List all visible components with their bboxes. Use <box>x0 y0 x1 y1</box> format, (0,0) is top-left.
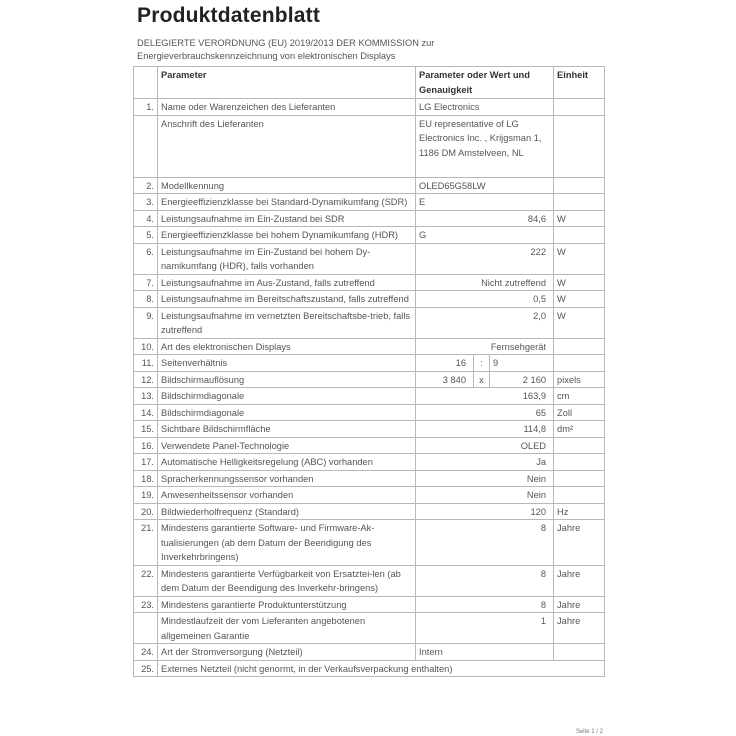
row-value-a: 16 <box>416 355 474 372</box>
table-row <box>134 660 605 677</box>
row-unit: Jahre <box>554 520 605 566</box>
row-number: 18. <box>134 470 158 487</box>
datasheet-page <box>133 0 605 736</box>
row-number: 20. <box>134 503 158 520</box>
row-number: 4. <box>134 210 158 227</box>
row-value: 120 <box>416 503 554 520</box>
row-parameter: Mindestens garantierte Produktunterstützung <box>158 596 416 613</box>
row-value-separator: x <box>474 371 490 388</box>
row-value: G <box>416 227 554 244</box>
row-value: 1 <box>416 613 554 644</box>
row-parameter: Leistungsaufnahme im Aus-Zustand, falls zutreffend <box>158 274 416 291</box>
row-unit <box>554 487 605 504</box>
regulation-line-2: Energieverbrauchskennzeichnung von elektronischen Displays <box>137 50 396 61</box>
row-parameter: Leistungsaufnahme im vernetzten Bereitschaftsbe-trieb, falls zutreffend <box>158 307 416 338</box>
row-number <box>134 613 158 644</box>
row-value: Nein <box>416 470 554 487</box>
table-row <box>134 596 605 613</box>
row-unit: dm² <box>554 421 605 438</box>
row-unit: W <box>554 307 605 338</box>
table-row <box>134 470 605 487</box>
table-row <box>134 421 605 438</box>
row-parameter: Verwendete Panel-Technologie <box>158 437 416 454</box>
table-row <box>134 404 605 421</box>
row-parameter: Bildschirmauflösung <box>158 371 416 388</box>
row-parameter: Art der Stromversorgung (Netzteil) <box>158 644 416 661</box>
row-number: 12. <box>134 371 158 388</box>
table-row <box>134 291 605 308</box>
row-unit <box>554 99 605 116</box>
table-row <box>134 454 605 471</box>
table-row <box>134 274 605 291</box>
row-number: 15. <box>134 421 158 438</box>
header-unit: Einheit <box>554 67 605 99</box>
row-parameter: Mindestens garantierte Software- und Firmware-Ak-tualisierungen (ab dem Datum der Beendigung des Inverkehrbringens) <box>158 520 416 566</box>
row-number: 3. <box>134 194 158 211</box>
table-row <box>134 644 605 661</box>
row-value: Fernsehgerät <box>416 338 554 355</box>
row-value: 8 <box>416 520 554 566</box>
row-parameter: Bildschirmdiagonale <box>158 404 416 421</box>
row-value-b: 2 160 <box>490 371 554 388</box>
row-number: 19. <box>134 487 158 504</box>
row-parameter: Modellkennung <box>158 177 416 194</box>
row-unit: Jahre <box>554 596 605 613</box>
row-unit <box>554 644 605 661</box>
table-row <box>134 388 605 405</box>
table-row <box>134 371 605 388</box>
row-number: 9. <box>134 307 158 338</box>
table-row <box>134 503 605 520</box>
row-parameter: Energieeffizienzklasse bei hohem Dynamikumfang (HDR) <box>158 227 416 244</box>
row-parameter: Mindestens garantierte Verfügbarkeit von Ersatztei-len (ab dem Datum der Beendigung des Inverkehr-bringens) <box>158 565 416 596</box>
row-number: 14. <box>134 404 158 421</box>
row-number: 5. <box>134 227 158 244</box>
row-value: Nicht zutreffend <box>416 274 554 291</box>
table-row <box>134 227 605 244</box>
row-value: Intern <box>416 644 554 661</box>
table-row <box>134 355 605 372</box>
row-unit: W <box>554 243 605 274</box>
row-parameter: Leistungsaufnahme im Bereitschaftszustand, falls zutreffend <box>158 291 416 308</box>
table-row <box>134 338 605 355</box>
row-value-b: 9 <box>490 355 554 372</box>
table-row <box>134 115 605 177</box>
row-parameter: Anwesenheitssensor vorhanden <box>158 487 416 504</box>
row-unit: Jahre <box>554 565 605 596</box>
row-value: 222 <box>416 243 554 274</box>
page-number: Seite 1 / 2 <box>575 729 603 735</box>
table-row <box>134 99 605 116</box>
row-value: LG Electronics <box>416 99 554 116</box>
row-value: 84,6 <box>416 210 554 227</box>
row-number: 6. <box>134 243 158 274</box>
row-number: 13. <box>134 388 158 405</box>
row-value: 2,0 <box>416 307 554 338</box>
row-number: 8. <box>134 291 158 308</box>
row-parameter: Externes Netzteil (nicht genormt, in der Verkaufsverpackung enthalten) <box>158 660 605 677</box>
row-unit <box>554 177 605 194</box>
table-row <box>134 307 605 338</box>
row-unit <box>554 194 605 211</box>
row-unit: pixels <box>554 371 605 388</box>
row-value: 65 <box>416 404 554 421</box>
row-unit: Hz <box>554 503 605 520</box>
row-number: 17. <box>134 454 158 471</box>
row-unit <box>554 454 605 471</box>
row-value: EU representative of LG Electronics Inc. , Krijgsman 1, 1186 DM Amstelveen, NL <box>416 115 554 177</box>
row-number: 10. <box>134 338 158 355</box>
regulation-line-1: DELEGIERTE VERORDNUNG (EU) 2019/2013 DER KOMMISSION zur <box>137 38 435 48</box>
row-unit: W <box>554 210 605 227</box>
row-parameter: Sichtbare Bildschirmfläche <box>158 421 416 438</box>
row-parameter: Seitenverhältnis <box>158 355 416 372</box>
row-number: 24. <box>134 644 158 661</box>
row-unit: cm <box>554 388 605 405</box>
row-parameter: Leistungsaufnahme im Ein-Zustand bei hohem Dy-namikumfang (HDR), falls vorhanden <box>158 243 416 274</box>
row-parameter: Automatische Helligkeitsregelung (ABC) vorhanden <box>158 454 416 471</box>
table-header-row <box>134 67 605 99</box>
header-value: Parameter oder Wert und Genauigkeit <box>416 67 554 99</box>
table-row <box>134 194 605 211</box>
table-row <box>134 613 605 644</box>
row-parameter: Energieeffizienzklasse bei Standard-Dynamikumfang (SDR) <box>158 194 416 211</box>
row-unit: Zoll <box>554 404 605 421</box>
row-parameter: Name oder Warenzeichen des Lieferanten <box>158 99 416 116</box>
table-row <box>134 437 605 454</box>
row-parameter: Bildschirmdiagonale <box>158 388 416 405</box>
row-unit <box>554 355 605 372</box>
row-number: 2. <box>134 177 158 194</box>
row-unit <box>554 470 605 487</box>
row-number: 23. <box>134 596 158 613</box>
row-unit: W <box>554 291 605 308</box>
row-number: 21. <box>134 520 158 566</box>
row-parameter: Art des elektronischen Displays <box>158 338 416 355</box>
row-value: E <box>416 194 554 211</box>
row-value: OLED65G58LW <box>416 177 554 194</box>
row-unit <box>554 437 605 454</box>
row-value: 114,8 <box>416 421 554 438</box>
header-parameter: Parameter <box>158 67 416 99</box>
row-value: OLED <box>416 437 554 454</box>
row-parameter: Anschrift des Lieferanten <box>158 115 416 177</box>
row-unit <box>554 115 605 177</box>
row-parameter: Mindestlaufzeit der vom Lieferanten angebotenen allgemeinen Garantie <box>158 613 416 644</box>
row-value: 8 <box>416 565 554 596</box>
row-parameter: Leistungsaufnahme im Ein-Zustand bei SDR <box>158 210 416 227</box>
row-unit: Jahre <box>554 613 605 644</box>
row-number: 1. <box>134 99 158 116</box>
datasheet-table <box>133 66 605 677</box>
row-unit <box>554 227 605 244</box>
row-parameter: Spracherkennungssensor vorhanden <box>158 470 416 487</box>
row-number <box>134 115 158 177</box>
regulation-text <box>137 37 577 62</box>
row-parameter: Bildwiederholfrequenz (Standard) <box>158 503 416 520</box>
row-unit <box>554 338 605 355</box>
row-value-separator: : <box>474 355 490 372</box>
row-value: Nein <box>416 487 554 504</box>
table-row <box>134 565 605 596</box>
row-value: 163,9 <box>416 388 554 405</box>
row-value: 0,5 <box>416 291 554 308</box>
page-title: Produktdatenblatt <box>137 4 321 27</box>
row-value: Ja <box>416 454 554 471</box>
row-value: 8 <box>416 596 554 613</box>
row-value-a: 3 840 <box>416 371 474 388</box>
table-row <box>134 487 605 504</box>
row-number: 16. <box>134 437 158 454</box>
row-number: 25. <box>134 660 158 677</box>
table-row <box>134 210 605 227</box>
table-row <box>134 520 605 566</box>
row-number: 11. <box>134 355 158 372</box>
table-row <box>134 243 605 274</box>
table-row <box>134 177 605 194</box>
row-number: 22. <box>134 565 158 596</box>
row-unit: W <box>554 274 605 291</box>
row-number: 7. <box>134 274 158 291</box>
